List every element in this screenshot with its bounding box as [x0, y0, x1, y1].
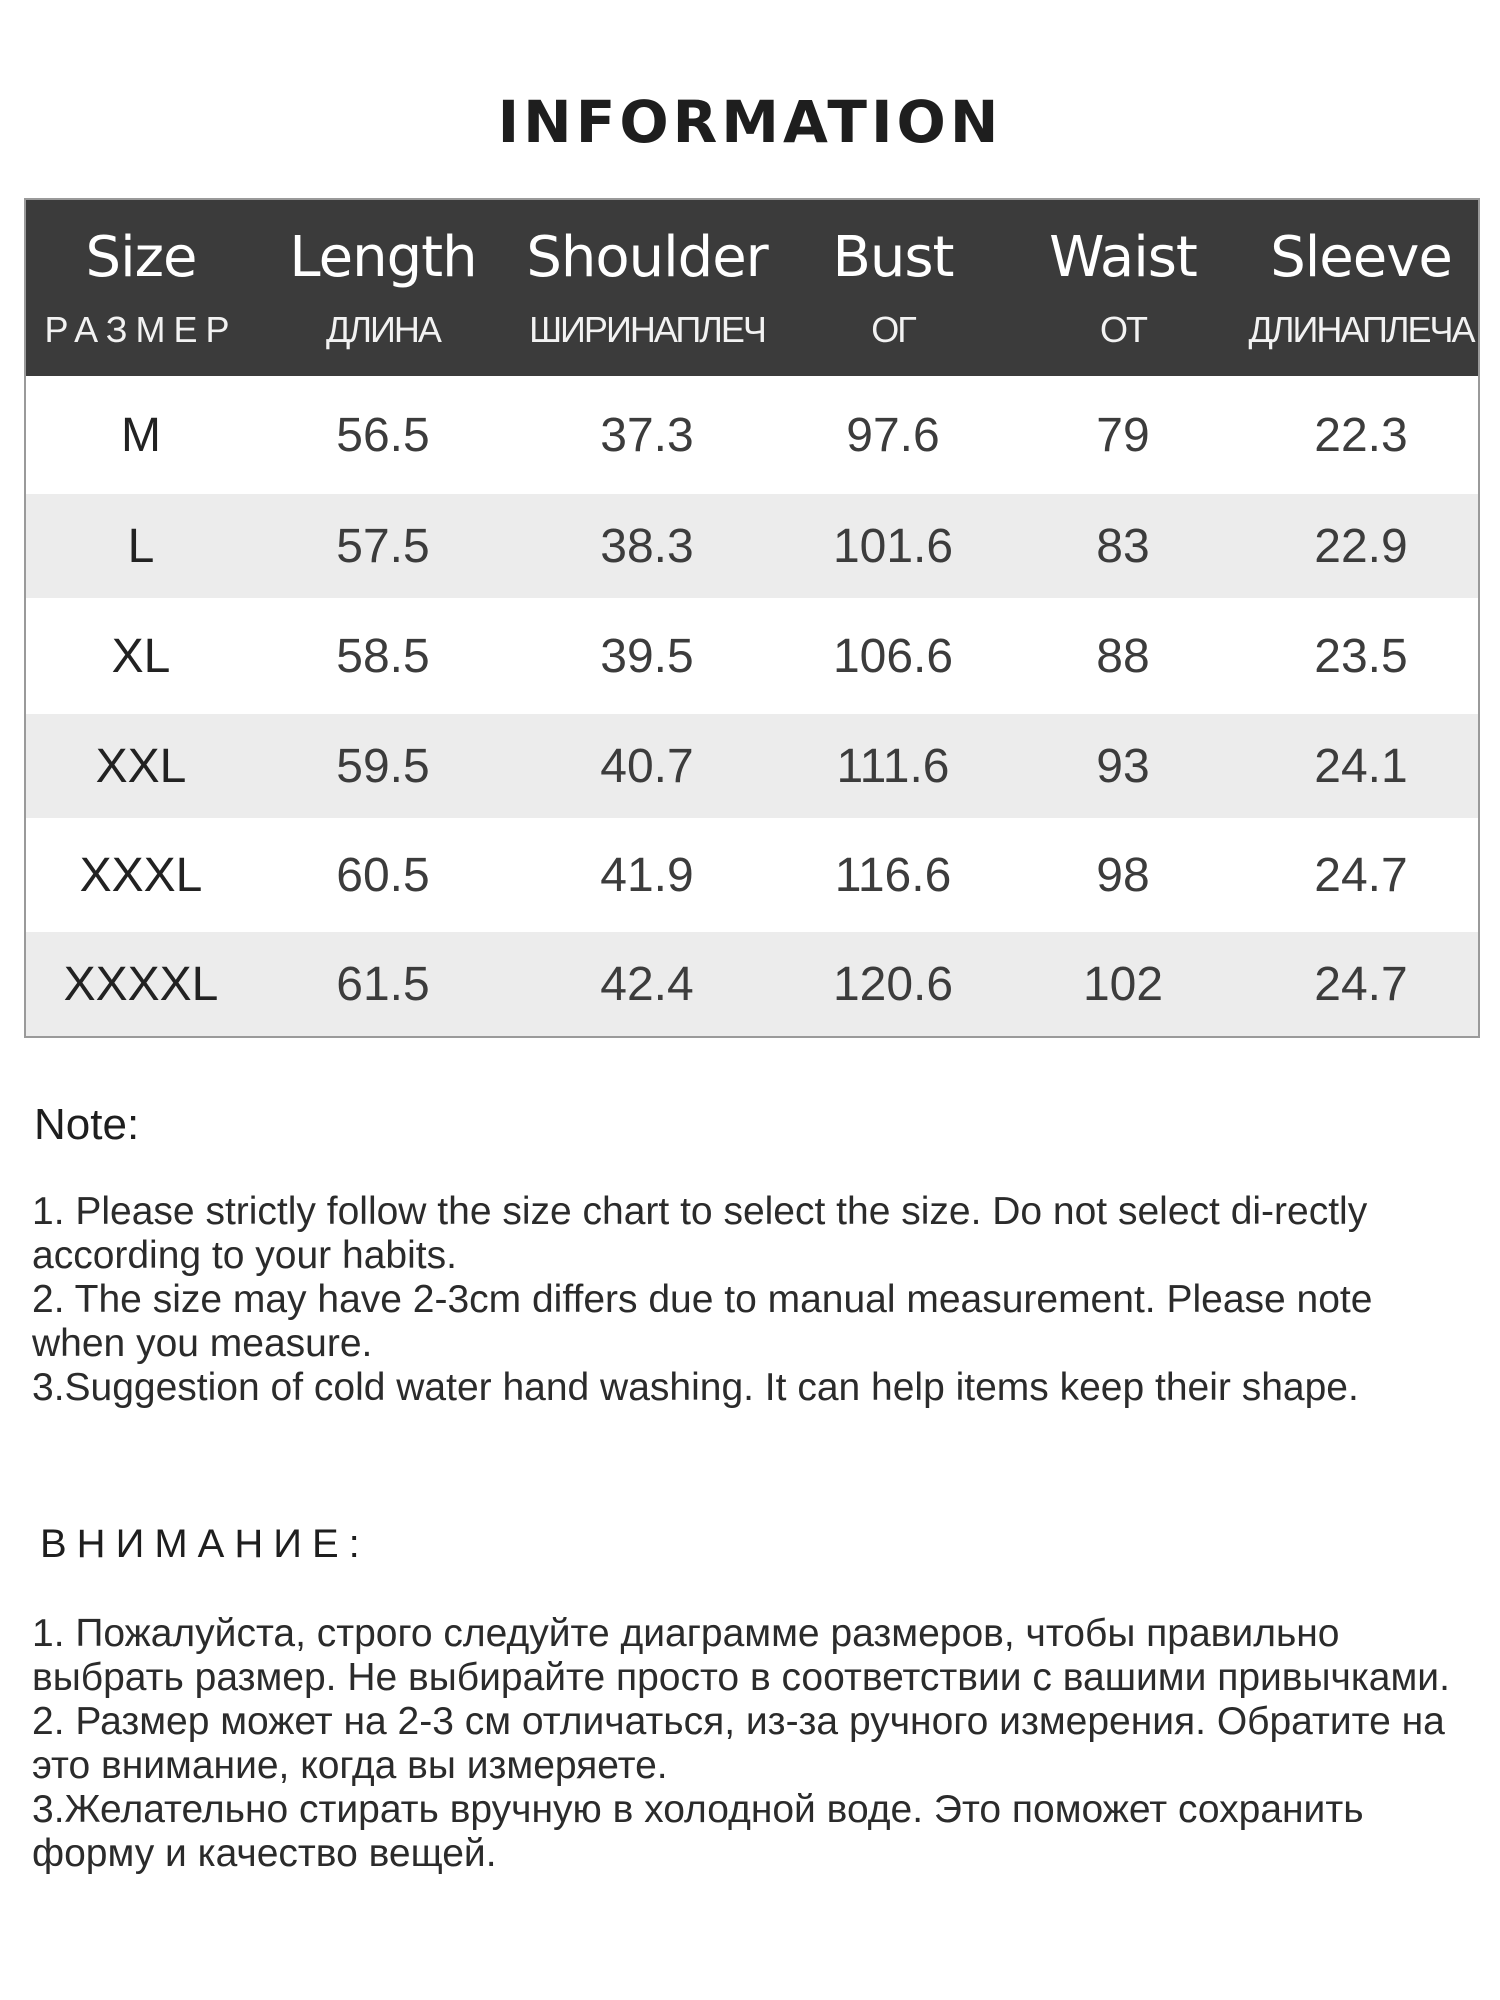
cell-length: 57.5 [336, 519, 430, 573]
header-shoulder [510, 200, 784, 376]
header-label-en: Length [289, 225, 477, 290]
cell-shoulder: 42.4 [600, 957, 694, 1011]
cell-sleeve: 22.3 [1314, 408, 1408, 462]
cell-length: 60.5 [336, 848, 430, 902]
cell-sleeve: 24.7 [1314, 848, 1408, 902]
cell-bust: 106.6 [832, 629, 954, 683]
header-label-en: Size [85, 225, 197, 290]
header-label-ru: РАЗМЕР [44, 309, 238, 350]
cell-length: 56.5 [336, 408, 430, 462]
cell-length: 61.5 [336, 957, 430, 1011]
note-item: 1. Пожалуйста, строго следуйте диаграмме размеров, чтобы правильно выбрать размер. Не выбирайте просто в соответствии с вашими привычками. [32, 1612, 1450, 1699]
cell-waist: 83 [1096, 519, 1150, 573]
table-row [26, 598, 1478, 714]
cell-shoulder: 41.9 [600, 848, 694, 902]
cell-waist: 98 [1096, 848, 1150, 902]
cell-size: XXL [95, 739, 187, 793]
table-row [26, 818, 1478, 932]
cell-length: 58.5 [336, 629, 430, 683]
header-label-en: Sleeve [1270, 225, 1452, 290]
header-label-en: Waist [1049, 225, 1197, 290]
cell-bust: 116.6 [834, 848, 952, 902]
cell-size: XXXL [79, 848, 203, 902]
note-item: 3.Suggestion of cold water hand washing. It can help items keep their shape. [32, 1366, 1359, 1409]
header-bust [784, 200, 1002, 376]
note-item: 3.Желательно стирать вручную в холодной воде. Это поможет сохранить форму и качество вещей. [32, 1788, 1364, 1875]
header-label-en: Shoulder [526, 225, 768, 290]
note-list-en [32, 1190, 1452, 1410]
header-size [26, 200, 256, 376]
table-row [26, 494, 1478, 598]
note-heading-ru: ВНИМАНИЕ: [40, 1522, 370, 1566]
cell-bust: 97.6 [846, 408, 940, 462]
cell-size: XXXXL [63, 957, 219, 1011]
header-label-ru: ДЛИНАПЛЕЧА [1248, 309, 1474, 350]
header-sleeve [1244, 200, 1478, 376]
size-chart-table [24, 198, 1480, 1038]
cell-shoulder: 40.7 [600, 739, 694, 793]
header-label-ru: ДЛИНА [326, 309, 440, 350]
cell-waist: 93 [1096, 739, 1150, 793]
note-item: 2. Размер может на 2-3 см отличаться, из-за ручного измерения. Обратите на это внимание, когда вы измеряете. [32, 1700, 1445, 1787]
note-list-ru [32, 1612, 1452, 1876]
header-length [256, 200, 510, 376]
table-row [26, 714, 1478, 818]
cell-waist: 102 [1082, 957, 1164, 1011]
cell-bust: 101.6 [832, 519, 954, 573]
cell-shoulder: 38.3 [600, 519, 694, 573]
note-item: 1. Please strictly follow the size chart to select the size. Do not select di-rectly according to your habits. [32, 1190, 1368, 1277]
cell-waist: 88 [1096, 629, 1150, 683]
cell-sleeve: 22.9 [1314, 519, 1408, 573]
cell-shoulder: 39.5 [600, 629, 694, 683]
table-header-row [26, 200, 1478, 376]
note-item: 2. The size may have 2-3cm differs due to manual measurement. Please note when you measure. [32, 1278, 1373, 1365]
cell-size: M [121, 408, 161, 462]
cell-sleeve: 23.5 [1314, 629, 1408, 683]
header-label-ru: ОГ [871, 309, 915, 350]
page-title: INFORMATION [497, 88, 1003, 156]
cell-shoulder: 37.3 [600, 408, 694, 462]
cell-bust: 111.6 [836, 739, 950, 793]
note-heading: Note: [34, 1100, 140, 1149]
header-waist [1002, 200, 1244, 376]
header-label-ru: ШИРИНАПЛЕЧ [529, 309, 765, 350]
header-label-ru: ОТ [1100, 309, 1146, 350]
cell-bust: 120.6 [832, 957, 954, 1011]
cell-size: XL [111, 629, 171, 683]
cell-sleeve: 24.7 [1314, 957, 1408, 1011]
cell-size: L [127, 519, 155, 573]
cell-waist: 79 [1096, 408, 1150, 462]
cell-length: 59.5 [336, 739, 430, 793]
cell-sleeve: 24.1 [1314, 739, 1408, 793]
table-row [26, 932, 1478, 1036]
header-label-en: Bust [832, 225, 954, 290]
table-row [26, 376, 1478, 494]
